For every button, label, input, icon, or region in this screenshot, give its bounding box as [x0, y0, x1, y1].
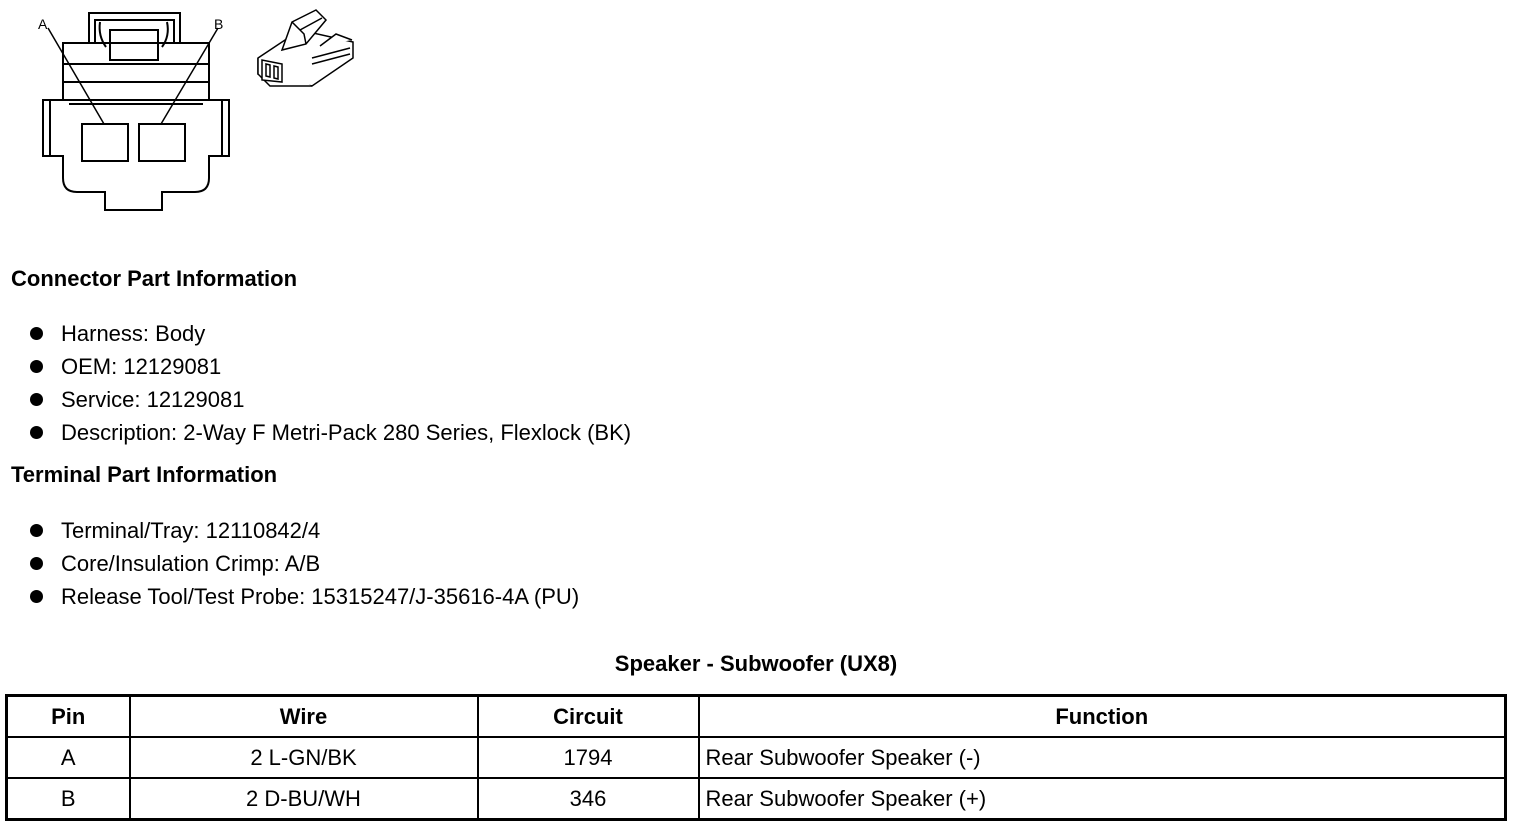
- cell-circuit: 1794: [478, 737, 699, 778]
- bullet-icon: [30, 590, 43, 603]
- bullet-icon: [30, 426, 43, 439]
- cell-wire: 2 D-BU/WH: [130, 778, 478, 820]
- cell-wire: 2 L-GN/BK: [130, 737, 478, 778]
- table-row: [7, 737, 1506, 778]
- table-row: [7, 778, 1506, 820]
- list-item-text: Core/Insulation Crimp: A/B: [61, 551, 321, 576]
- list-item-text: Harness: Body: [61, 321, 206, 346]
- terminal-info-heading: Terminal Part Information: [11, 462, 278, 487]
- list-item: [28, 583, 579, 616]
- table-header-row: [7, 696, 1506, 738]
- column-header-function: Function: [699, 696, 1506, 738]
- bullet-icon: [30, 524, 43, 537]
- pin-label-b: B: [214, 16, 224, 32]
- list-item-text: Description: 2-Way F Metri-Pack 280 Series, Flexlock (BK): [61, 420, 632, 445]
- cell-function: Rear Subwoofer Speaker (-): [699, 737, 1506, 778]
- list-item-text: OEM: 12129081: [61, 354, 222, 379]
- table-title: Speaker - Subwoofer (UX8): [614, 651, 898, 676]
- list-item: [28, 517, 579, 550]
- list-item-text: Release Tool/Test Probe: 15315247/J-35616-4A (PU): [61, 584, 580, 609]
- bullet-icon: [30, 393, 43, 406]
- pinout-table: [5, 694, 1507, 821]
- bullet-icon: [30, 327, 43, 340]
- terminal-info-list: [28, 517, 579, 616]
- cell-function: Rear Subwoofer Speaker (+): [699, 778, 1506, 820]
- pin-label-a: A: [38, 16, 48, 32]
- cavity-a: [82, 124, 128, 161]
- column-header-circuit: Circuit: [478, 696, 699, 738]
- list-item: [28, 320, 631, 353]
- list-item-text: Terminal/Tray: 12110842/4: [61, 518, 321, 543]
- connector-diagram: [0, 0, 380, 220]
- list-item: [28, 386, 631, 419]
- connector-3d-thumbnail: [258, 10, 353, 86]
- cell-pin: A: [7, 737, 130, 778]
- column-header-pin: Pin: [7, 696, 130, 738]
- cell-pin: B: [7, 778, 130, 820]
- list-item: [28, 419, 631, 452]
- list-item: [28, 550, 579, 583]
- cavity-b: [139, 124, 185, 161]
- bullet-icon: [30, 557, 43, 570]
- cell-circuit: 346: [478, 778, 699, 820]
- column-header-wire: Wire: [130, 696, 478, 738]
- list-item: [28, 353, 631, 386]
- connector-info-heading: Connector Part Information: [11, 266, 298, 291]
- bullet-icon: [30, 360, 43, 373]
- list-item-text: Service: 12129081: [61, 387, 245, 412]
- connector-info-list: [28, 320, 631, 452]
